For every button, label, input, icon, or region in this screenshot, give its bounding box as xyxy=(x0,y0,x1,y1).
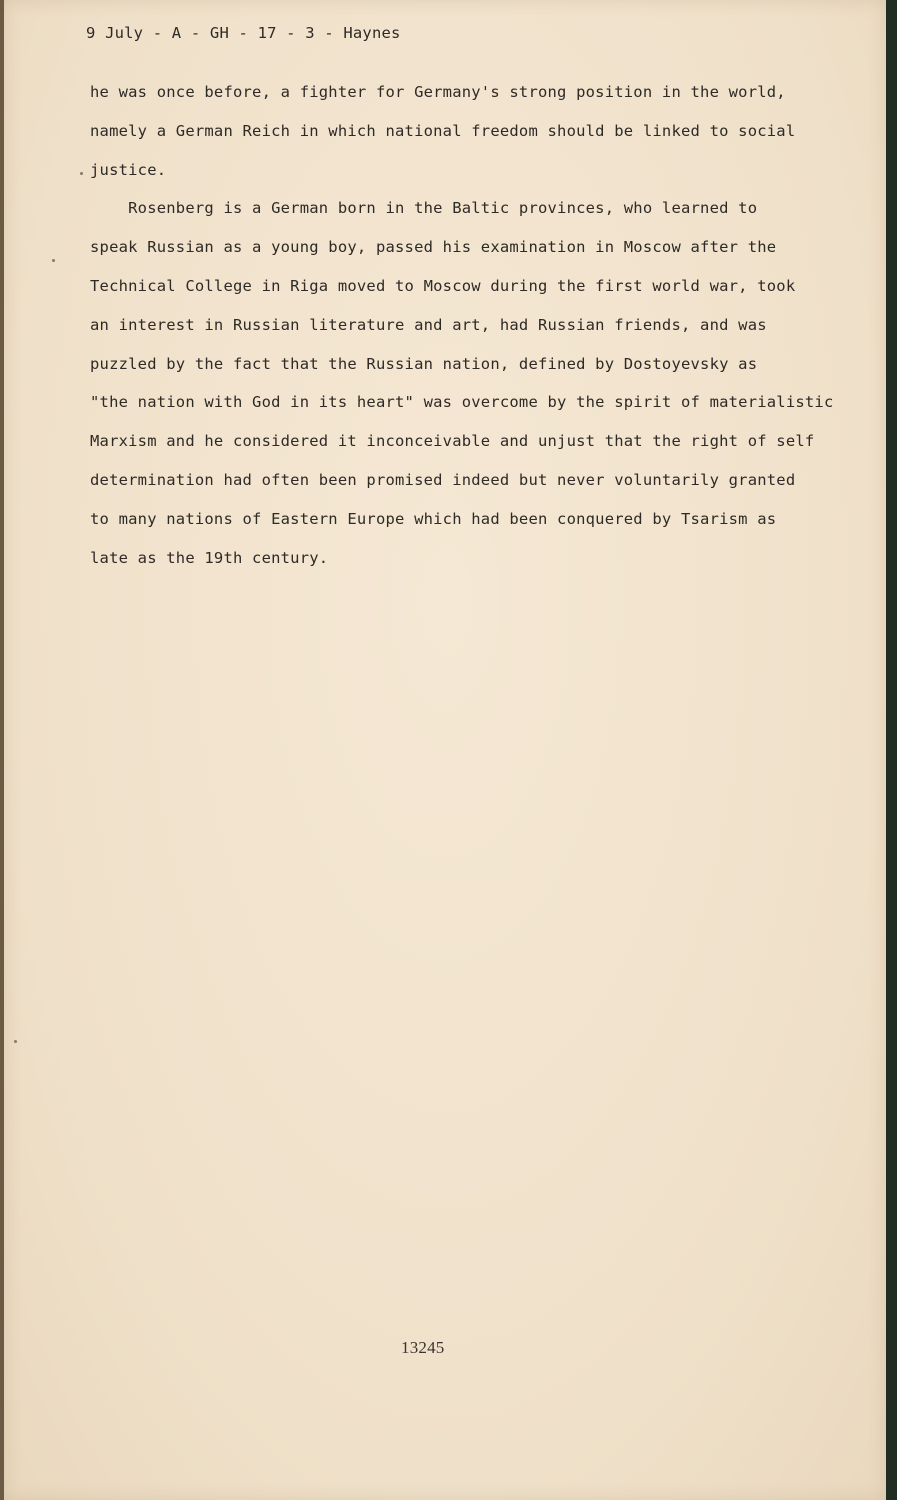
body-line-12: to many nations of Eastern Europe which had been conquered by Tsarism as xyxy=(90,510,777,528)
body-line-1: he was once before, a fighter for Germany's strong position in the world, xyxy=(90,83,786,101)
body-line-7: an interest in Russian literature and art, had Russian friends, and was xyxy=(90,316,767,334)
body-line-2: namely a German Reich in which national freedom should be linked to social xyxy=(90,122,796,140)
body-line-6: Technical College in Riga moved to Moscow during the first world war, took xyxy=(90,277,796,295)
header-reference-line: 9 July - A - GH - 17 - 3 - Haynes xyxy=(86,24,401,42)
body-line-5: speak Russian as a young boy, passed his examination in Moscow after the xyxy=(90,238,777,256)
body-line-9: "the nation with God in its heart" was overcome by the spirit of materialistic xyxy=(90,393,834,411)
page-number: 13245 xyxy=(401,1338,445,1357)
document-page xyxy=(4,0,886,1500)
body-line-8: puzzled by the fact that the Russian nation, defined by Dostoyevsky as xyxy=(90,355,758,373)
body-line-13: late as the 19th century. xyxy=(90,549,329,567)
page-right-edge xyxy=(886,0,897,1500)
body-line-3: justice. xyxy=(90,161,167,179)
page-left-edge xyxy=(0,0,4,1500)
margin-speck xyxy=(52,259,55,262)
margin-speck xyxy=(14,1040,17,1043)
margin-speck xyxy=(80,172,83,175)
body-line-11: determination had often been promised indeed but never voluntarily granted xyxy=(90,471,796,489)
body-line-4: Rosenberg is a German born in the Baltic provinces, who learned to xyxy=(90,199,758,217)
body-line-10: Marxism and he considered it inconceivable and unjust that the right of self xyxy=(90,432,815,450)
